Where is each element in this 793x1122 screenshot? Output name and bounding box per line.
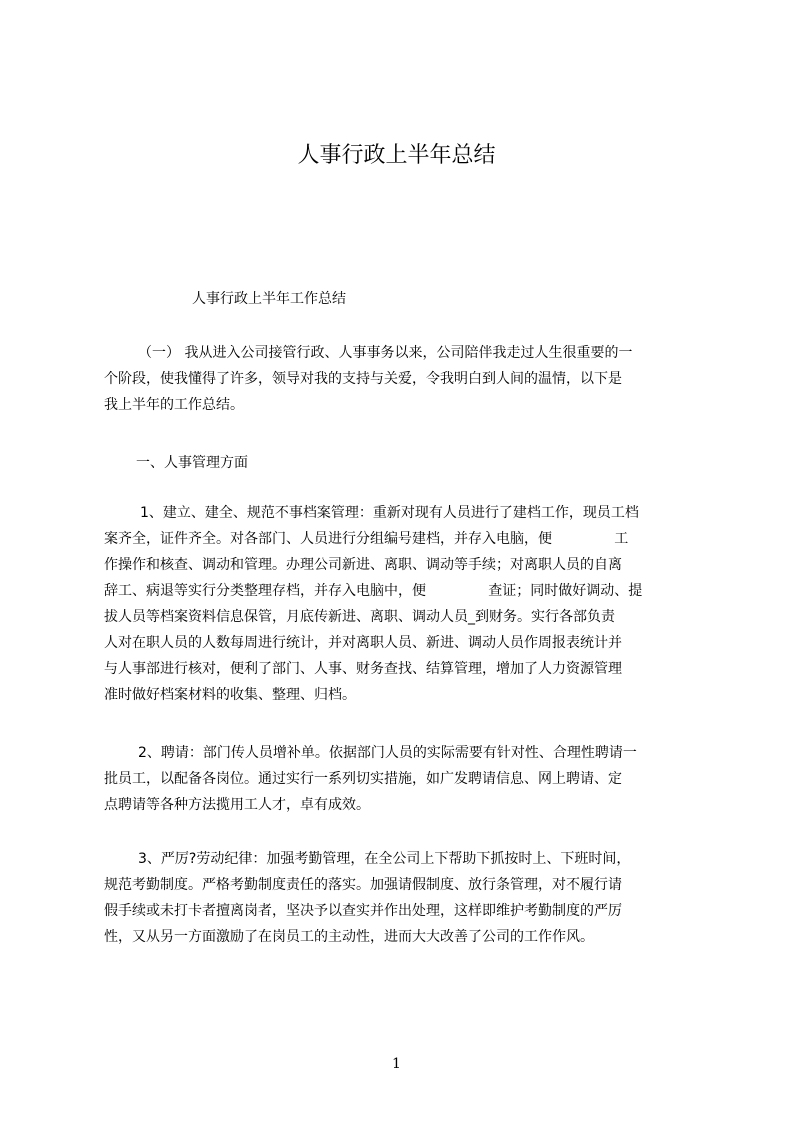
paragraph-line: 拔人员等档案资料信息保管，月底传新进、离职、调动人员_到财务。实行各部负责	[104, 609, 615, 625]
paragraph-line: 人对在职人员的人数每周进行统计，并对离职人员、新进、调动人员作周报表统计并	[104, 635, 622, 651]
paragraph-line: 准时做好档案材料的收集、整理、归档。	[104, 687, 356, 703]
paragraph-line: 规范考勤制度。严格考勤制度责任的落实。加强请假制度、放行条管理，对不履行请	[104, 877, 622, 893]
paragraph-line: 辞工、病退等实行分类整理存档，并存入电脑中，便 查证；同时做好调动、提	[104, 583, 643, 599]
paragraph-line: 性，又从另一方面激励了在岗员工的主动性，进而大大改善了公司的工作作风。	[104, 929, 594, 945]
paragraph-line: 我上半年的工作总结。	[104, 397, 244, 413]
document-title: 人事行政上半年总结	[297, 143, 496, 168]
intro-paragraph	[104, 340, 714, 418]
section-heading-hr: 一、人事管理方面	[136, 455, 248, 471]
paragraph-line: 假手续或未打卡者擅离岗者，坚决予以查实并作出处理，这样即维护考勤制度的严厉	[104, 903, 622, 919]
paragraph-line: 点聘请等各种方法揽用工人才，卓有成效。	[104, 797, 370, 813]
paragraph-line: 3、严厉?劳动纪律：加强考勤管理，在全公司上下帮助下抓按时上、下班时间，	[138, 851, 631, 867]
paragraph-line: 2、聘请：部门传人员增补单。依据部门人员的实际需要有针对性、合理性聘请一	[138, 745, 637, 761]
page-number: 1	[392, 1056, 401, 1072]
paragraph-line: 批员工，以配备各岗位。通过实行一系列切实措施，如广发聘请信息、网上聘请、定	[104, 771, 622, 787]
paragraph-line: 1、建立、建全、规范不事档案管理：重新对现有人员进行了建档工作，现员工档	[140, 505, 639, 521]
paragraph-line: 案齐全，证件齐全。对各部门、人员进行分组编号建档，并存入电脑，便 工	[104, 531, 629, 547]
paragraph-line: 作操作和核查、调动和管理。办理公司新进、离职、调动等手续；对离职人员的自离	[104, 557, 622, 573]
paragraph-line: 个阶段，使我懂得了许多，领导对我的支持与关爱，令我明白到人间的温情，以下是	[104, 371, 622, 387]
document-subtitle: 人事行政上半年工作总结	[192, 291, 346, 307]
item1-paragraph	[104, 500, 714, 708]
paragraph-line: 与人事部进行核对，便利了部门、人事、财务查找、结算管理，增加了人力资源管理	[104, 661, 622, 677]
item2-paragraph	[104, 740, 714, 818]
item3-paragraph	[104, 846, 714, 950]
paragraph-line: （一） 我从进入公司接管行政、人事事务以来，公司陪伴我走过人生很重要的一	[138, 345, 633, 361]
